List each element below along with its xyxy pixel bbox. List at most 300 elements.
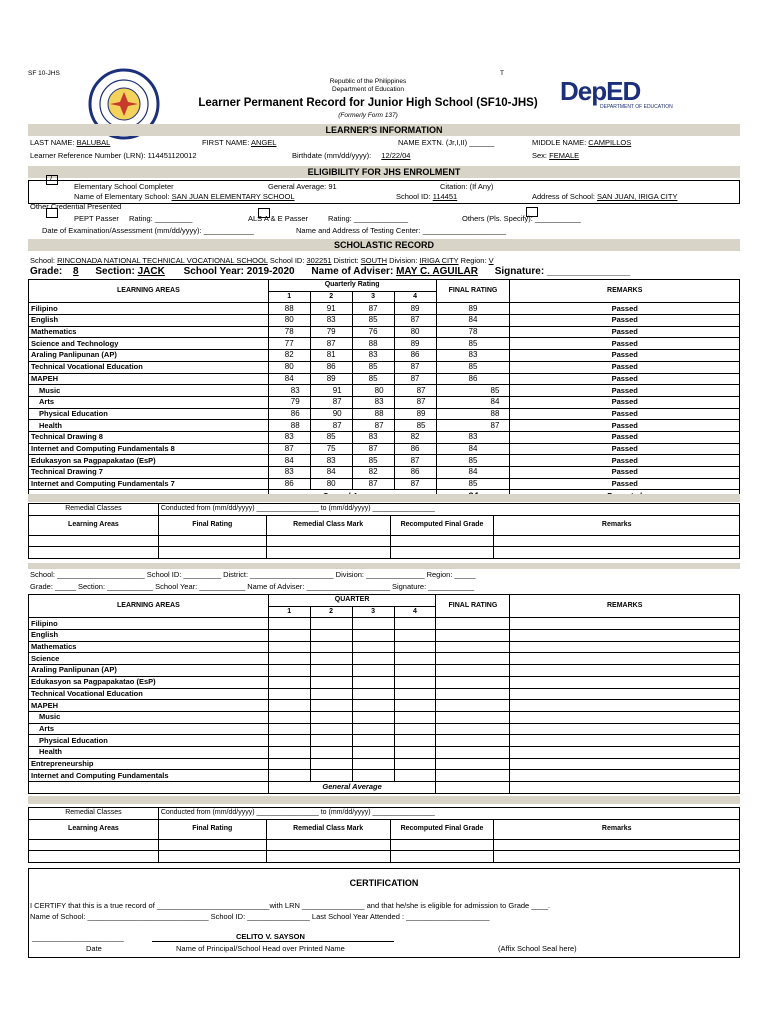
gap-band [28,494,740,502]
grade-cell [352,711,394,723]
final-rating: 85 [436,455,510,467]
grade-cell [310,770,352,782]
remedial-cell [266,535,390,547]
quarter-2-grade: 86 [310,361,352,373]
als-label: ALS A & E Passer [248,214,309,223]
learning-area: Music [29,385,269,397]
gen-avg-label: General Average: [268,182,327,191]
certification-title: CERTIFICATION [349,878,419,888]
table-row [29,326,740,338]
table-row [29,350,740,362]
remedial-cell [266,547,390,559]
learning-area: Filipino [29,618,269,630]
remarks: Passed [510,350,740,362]
grade-cell [510,618,740,630]
quarter-2-grade: 87 [310,338,352,350]
remedial-cell [494,535,740,547]
grade-cell [394,665,436,677]
learning-area: Technical Vocational Education [29,688,269,700]
remarks: Passed [510,455,740,467]
school-id-value: 302251 [306,256,332,265]
remedial-label: Remedial Classes [29,504,159,516]
learning-area: English [29,630,269,642]
remedial-cell [29,547,159,559]
elem-school-label: Name of Elementary School: [74,192,170,201]
school-label: School: [30,256,56,265]
last-name-label: LAST NAME: [30,138,75,147]
learning-area: Technical Drawing 7 [29,467,269,479]
grade-cell [394,770,436,782]
grade-cell [352,653,394,665]
others-label: Others (Pls. Specify): ___________ [462,214,581,223]
grade-cell [352,770,394,782]
grade-cell [436,758,510,770]
table-row [29,735,740,747]
remedial-conducted: Conducted from (mm/dd/yyyy) ________________ to (mm/dd/yyyy) ________________ [158,808,739,820]
learning-area: Internet and Computing Fundamentals 8 [29,443,269,455]
final-rating: 85 [436,385,510,397]
quarter-3-grade: 87 [352,303,394,315]
quarter-3-grade: 88 [352,338,394,350]
elem-completer-label: Elementary School Completer [74,182,174,191]
remedial-col-2: Final Rating [158,819,266,839]
sex-value: FEMALE [549,151,580,160]
middle-name-label: MIDDLE NAME: [532,138,587,147]
grade-cell [394,676,436,688]
table-row [29,455,740,467]
general-average-label: General Average [268,782,436,794]
final-rating: 88 [436,408,510,420]
remedial-cell [158,839,266,851]
form-code: SF 10-JHS [28,70,60,77]
pept-rating-label: Rating: [128,214,153,223]
final-rating: 85 [436,338,510,350]
quarter-2-grade: 81 [310,350,352,362]
grade-cell [268,618,310,630]
elem-school-value: SAN JUAN ELEMENTARY SCHOOL [171,192,295,201]
birthdate-label: Birthdate (mm/dd/yyyy): [292,151,372,160]
grade-cell [352,665,394,677]
col-quarter-1: 1 [268,606,310,618]
date-label: Date [86,944,102,953]
col-final-rating: FINAL RATING [436,280,510,303]
district-label: District: [333,256,359,265]
grade-cell [352,688,394,700]
learning-area: Health [29,746,269,758]
grade-cell [394,758,436,770]
grade-cell [268,711,310,723]
grade-cell [268,746,310,758]
quarter-1-grade: 77 [268,338,310,350]
general-average-value [436,782,510,794]
grades-table [28,279,740,502]
learning-area: Entrepreneurship [29,758,269,770]
signature-label: Signature: _______________ [494,266,631,277]
final-rating: 83 [436,350,510,362]
elem-completer-checkbox[interactable] [46,175,58,185]
division-label: Division: [389,256,418,265]
col-quarter-3: 3 [352,606,394,618]
remedial-col-2: Final Rating [158,515,266,535]
school-year-value: 2019-2020 [246,266,295,277]
final-rating: 85 [436,478,510,490]
grade-cell [436,723,510,735]
final-rating: 84 [436,467,510,479]
quarter-1-grade: 80 [268,361,310,373]
remedial-blank-row [29,547,740,559]
remedial-cell [266,851,390,863]
table-row [29,361,740,373]
quarter-4-grade: 87 [394,373,436,385]
grade-cell [510,758,740,770]
grade-cell [268,688,310,700]
learning-area: Arts [29,396,269,408]
grade-cell [310,688,352,700]
learning-area: Technical Drawing 8 [29,431,269,443]
section-label: Section: [95,266,135,277]
deped-logo [560,78,673,110]
pept-checkbox[interactable] [46,208,58,218]
quarter-2-grade: 79 [310,326,352,338]
address-value: SAN JUAN, IRIGA CITY [597,192,678,201]
elem-school-id-value: 114451 [432,192,458,201]
quarter-4-grade: 89 [394,338,436,350]
grade-cell [510,700,740,712]
middle-name-value: CAMPILLOS [588,138,632,147]
grade-cell [268,630,310,642]
remarks: Passed [510,385,740,397]
learning-area: MAPEH [29,373,269,385]
remarks: Passed [510,315,740,327]
learning-area: Mathematics [29,326,269,338]
grade-cell [436,653,510,665]
remarks: Passed [510,443,740,455]
grade-cell [394,641,436,653]
remedial-col-4: Recomputed Final Grade [390,819,494,839]
col-quarter-3: 3 [352,291,394,303]
learning-area: Internet and Computing Fundamentals [29,770,269,782]
last-name-value: BALUBAL [76,138,111,147]
school-value: RINCONADA NATIONAL TECHNICAL VOCATIONAL SCHOOL [57,256,268,265]
remedial-cell [390,535,494,547]
pept-label: PEPT Passer [74,214,119,223]
final-rating: 84 [436,315,510,327]
grade-cell [352,676,394,688]
learning-area: Araling Panlipunan (AP) [29,350,269,362]
final-rating: 86 [436,373,510,385]
remedial-header-row [29,504,740,516]
table-row [29,385,740,397]
grade-cell [268,676,310,688]
quarter-4-grade: 80 [394,326,436,338]
check-mark: / [50,174,53,183]
district-value: SOUTH [360,256,387,265]
grade-cell [352,641,394,653]
lrn-label: Learner Reference Number (LRN): [30,151,146,160]
quarter-4-grade: 86 [394,350,436,362]
quarter-1-grade: 87 [268,443,310,455]
last-name-row [30,138,110,147]
sex-row [532,151,579,160]
grade-cell [394,618,436,630]
grade-cell [394,735,436,747]
table-row [29,746,740,758]
quarter-2-grade: 80 [310,478,352,490]
general-remarks [510,782,740,794]
grade-cell [510,688,740,700]
col-learning-areas: LEARNING AREAS [29,280,269,303]
grades2-table [28,594,740,794]
remedial-conducted: Conducted from (mm/dd/yyyy) ________________ to (mm/dd/yyyy) ________________ [158,504,739,516]
adviser-label: Name of Adviser: [311,266,394,277]
grade-cell [268,665,310,677]
table-row [29,618,740,630]
principal-label: Name of Principal/School Head over Printed Name [176,944,345,953]
table-row [29,711,740,723]
quarter-3-grade: 76 [352,326,394,338]
grade-cell [310,630,352,642]
quarter-2-grade: 91 [310,303,352,315]
department-text: Department of Education [332,86,404,93]
grade-cell [436,711,510,723]
quarter-3-grade: 82 [352,467,394,479]
region-label: Region: [460,256,487,265]
learning-area: Science and Technology [29,338,269,350]
citation-label: Citation: (If Any) [440,182,494,191]
table-row [29,478,740,490]
learning-area: Music [29,711,269,723]
remedial-cell [29,535,159,547]
grade-cell [310,735,352,747]
grade-cell [436,676,510,688]
grade-cell [310,676,352,688]
quarter-1-grade: 84 [268,455,310,467]
remarks: Passed [510,431,740,443]
remedial-col-4: Recomputed Final Grade [390,515,494,535]
quarter-3-grade: 83 [352,431,394,443]
quarter-1-grade: 86 [268,478,310,490]
learning-area: English [29,315,269,327]
remedial-col-1: Learning Areas [29,819,159,839]
quarter-3-grade: 87 [352,478,394,490]
quarter-2-grade: 87 [310,396,352,408]
grade-cell [268,700,310,712]
remedial-label: Remedial Classes [29,808,159,820]
grade-cell [436,735,510,747]
quarter-4-grade: 87 [394,455,436,467]
certification-line-1: I CERTIFY that this is a true record of ___________________________with LRN _______________ and that he/she is eligible for admission to Grade ____. [30,901,551,910]
remedial-cell [158,851,266,863]
principal-line [152,941,394,942]
grades2-header-row-1 [29,595,740,607]
sex-label: Sex: [532,151,548,160]
quarter-1-grade: 83 [268,431,310,443]
grade-cell [436,665,510,677]
grade-cell [310,711,352,723]
table-row [29,641,740,653]
remarks: Passed [510,408,740,420]
birthdate-row [292,151,410,160]
final-rating: 78 [436,326,510,338]
republic-text: Republic of the Philippines [329,78,407,85]
quarter-4-grade: 86 [394,443,436,455]
pept-rating-blank: _________ [154,214,193,223]
remedial-cell [390,851,494,863]
name-ext-label: NAME EXTN. (Jr,I,II) [398,138,468,147]
learning-area: Araling Panlipunan (AP) [29,665,269,677]
grades-header-row-1 [29,280,740,292]
remedial-cell [494,851,740,863]
table-row [29,315,740,327]
table-row [29,373,740,385]
remedial-col-5: Remarks [494,515,740,535]
scholastic-band: SCHOLASTIC RECORD [28,239,740,251]
exam-date-label: Date of Examination/Assessment (mm/dd/yyyy): ____________ [42,226,254,235]
remarks: Passed [510,338,740,350]
learning-area: Science [29,653,269,665]
table-row [29,630,740,642]
first-name-value: ANGEL [251,138,277,147]
remedial-table-1 [28,503,740,559]
address-row [532,192,677,201]
quarter-1-grade: 79 [268,396,310,408]
quarter-4-grade: 86 [394,467,436,479]
quarter-4-grade: 89 [394,408,436,420]
grade-cell [394,723,436,735]
quarter-2-grade: 87 [310,420,352,432]
grade-cell [436,630,510,642]
grade-cell [352,618,394,630]
table-row [29,770,740,782]
corner-mark: T [500,70,504,77]
quarter-3-grade: 80 [352,385,394,397]
table-row [29,408,740,420]
table-row [29,338,740,350]
table-row [29,723,740,735]
quarter-3-grade: 87 [352,443,394,455]
grade-cell [394,630,436,642]
remedial-cell [158,547,266,559]
school-id-label: School ID: [269,256,305,265]
grade-cell [510,676,740,688]
grade-cell [310,653,352,665]
grade-info-row [30,266,630,277]
first-name-row [202,138,276,147]
quarter-2-grade: 75 [310,443,352,455]
final-rating: 84 [436,396,510,408]
remedial-columns-row [29,819,740,839]
learning-area: Filipino [29,303,269,315]
school2-info-row: School: _____________________ School ID: _________ District: ____________________ Division: ______________ Region: _____ [30,570,476,579]
remarks: Passed [510,303,740,315]
lrn-value: 114451120012 [147,151,197,160]
table-row [29,443,740,455]
quarter-1-grade: 88 [268,303,310,315]
remedial-cell [390,547,494,559]
grade-cell [394,688,436,700]
grade-cell [510,665,740,677]
col-quarter-4: 4 [394,606,436,618]
remedial-col-5: Remarks [494,819,740,839]
grade-cell [310,618,352,630]
col-quarter-4: 4 [394,291,436,303]
name-ext-row [398,138,494,147]
remedial-cell [494,839,740,851]
grade-cell [394,653,436,665]
section-value: JACK [137,266,165,277]
grade2-info-row: Grade: _____ Section: ___________ School Year: ___________ Name of Adviser: ____________________ Signature: ___________ [30,582,475,591]
learning-area: Edukasyon sa Pagpapakatao (EsP) [29,455,269,467]
adviser-value: MAY C. AGUILAR [396,266,478,277]
remedial-table-2 [28,807,740,863]
grade-cell [510,735,740,747]
learning-area: Mathematics [29,641,269,653]
grade-cell [436,770,510,782]
col-quarter-2: 2 [310,291,352,303]
quarter-3-grade: 88 [352,408,394,420]
remarks: Passed [510,361,740,373]
elem-school-id-row [396,192,457,201]
elem-school-row [74,192,295,201]
general-average-row [29,782,740,794]
testing-center-label: Name and Address of Testing Center: ____________________ [296,226,507,235]
grade-cell [352,746,394,758]
quarter-4-grade: 89 [394,303,436,315]
remedial-cell [29,851,159,863]
grade-cell [352,630,394,642]
middle-name-row [532,138,631,147]
division-value: IRIGA CITY [419,256,459,265]
quarter-4-grade: 87 [394,385,436,397]
quarter-2-grade: 90 [310,408,352,420]
quarter-3-grade: 83 [352,396,394,408]
table-row [29,688,740,700]
gen-avg-value: 91 [328,182,337,191]
learning-area: Physical Education [29,408,269,420]
quarter-1-grade: 82 [268,350,310,362]
learning-area: Health [29,420,269,432]
table-row [29,700,740,712]
pept-row [74,214,192,223]
final-rating: 89 [436,303,510,315]
remedial-blank-row [29,535,740,547]
grade-label: Grade: [30,266,63,277]
final-rating: 84 [436,443,510,455]
quarter-2-grade: 91 [310,385,352,397]
grade-cell [510,711,740,723]
learner-info-band: LEARNER'S INFORMATION [28,124,740,136]
table-row [29,420,740,432]
remedial-cell [29,839,159,851]
quarter-1-grade: 80 [268,315,310,327]
grade-value: 8 [73,266,79,277]
final-rating: 87 [436,420,510,432]
grade-cell [394,746,436,758]
remarks: Passed [510,326,740,338]
school-info-row [30,256,494,265]
quarter-3-grade: 83 [352,350,394,362]
gen-avg-row [268,182,337,191]
table-row [29,676,740,688]
quarter-3-grade: 85 [352,455,394,467]
learning-area: Edukasyon sa Pagpapakatao (EsP) [29,676,269,688]
region-value: V [488,256,494,265]
grade-cell [310,723,352,735]
remedial-blank-row [29,839,740,851]
grade-cell [510,641,740,653]
grade-cell [510,746,740,758]
grade-cell [436,618,510,630]
